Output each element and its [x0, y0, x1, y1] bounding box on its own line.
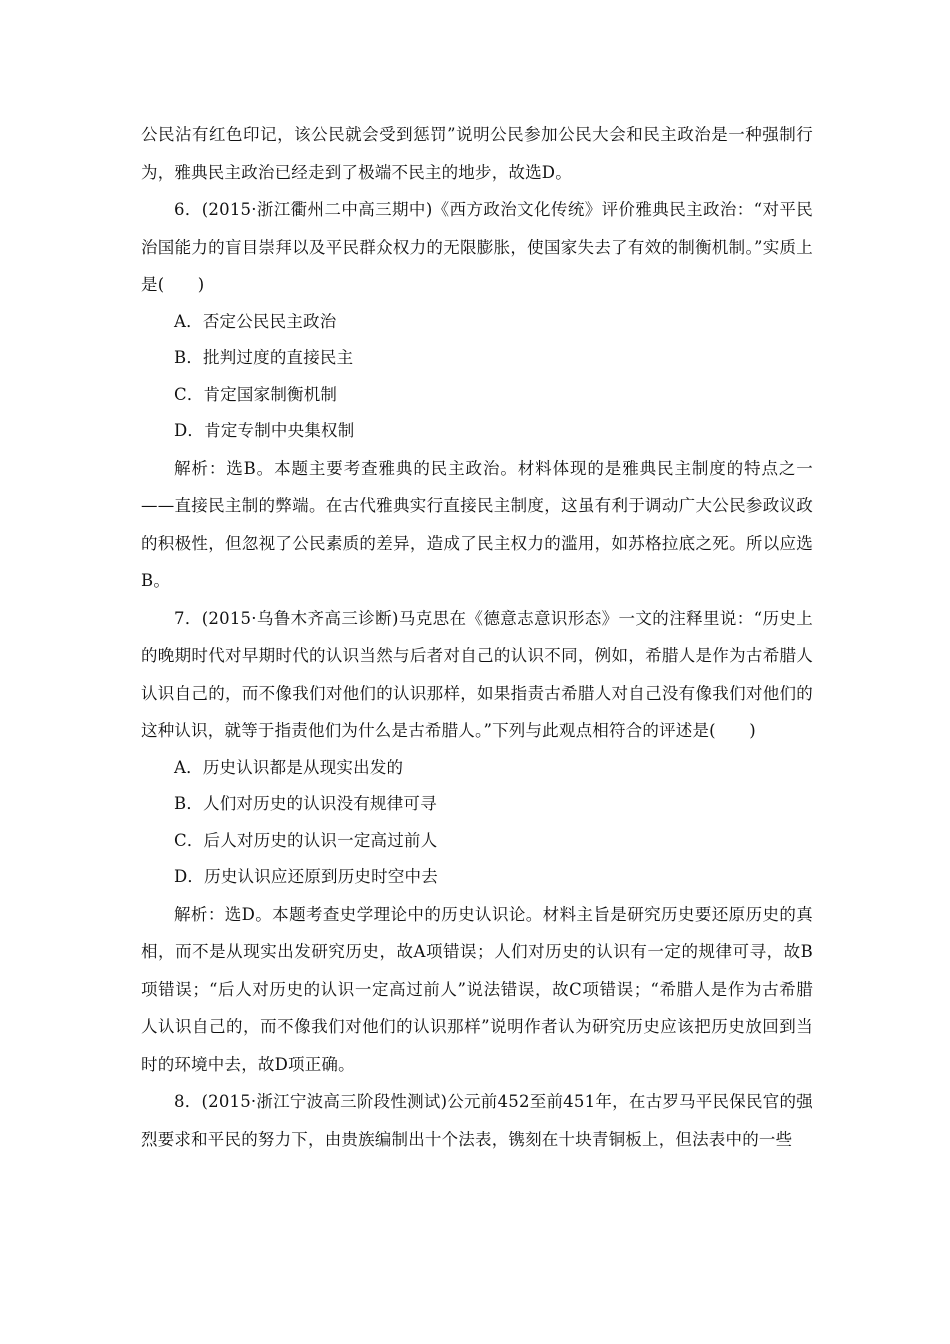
question-6-option-a: A．否定公民民主政治: [174, 311, 337, 331]
question-7-option-d: D．历史认识应还原到历史时空中去: [174, 867, 438, 886]
previous-analysis-continuation: 公民沾有红色印记，该公民就会受到惩罚”说明公民参加公民大会和民主政治是一种强制行为，雅典民主政治已经走到了极端不民主的地步，故选D。: [141, 125, 813, 182]
question-6-stem: 6．(2015·浙江衢州二中高三期中)《西方政治文化传统》评价雅典民主政治：“对平民治国能力的盲目崇拜以及平民群众权力的无限膨胀，使国家失去了有效的制衡机制。”实质上是( ): [141, 200, 813, 294]
question-7-option-a: A．历史认识都是从现实出发的: [174, 757, 404, 777]
question-6: [141, 191, 813, 600]
question-7-stem: 7．(2015·乌鲁木齐高三诊断)马克思在《德意志意识形态》一文的注释里说：“历史上的晚期时代对早期时代的认识当然与后者对自己的认识不同，例如，希腊人是作为古希腊人认识自己的，而不像我们对他们的认识那样，如果指责古希腊人对自己没有像我们对他们的这种认识，就等于指责他们为什么是古希腊人。”下列与此观点相符合的评述是( ): [141, 608, 813, 740]
document-page: [141, 116, 813, 1158]
question-6-option-b: B．批判过度的直接民主: [174, 348, 354, 367]
question-7-option-c: C．后人对历史的认识一定高过前人: [174, 830, 438, 850]
question-8: [141, 1083, 813, 1158]
question-8-stem: 8．(2015·浙江宁波高三阶段性测试)公元前452至前451年，在古罗马平民保民官的强烈要求和平民的努力下，由贵族编制出十个法表，镌刻在十块青铜板上，但法表中的一些: [141, 1092, 813, 1149]
question-6-option-d: D．肯定专制中央集权制: [174, 421, 355, 440]
question-7-analysis: 解析：选D。本题考查史学理论中的历史认识论。材料主旨是研究历史要还原历史的真相，而不是从现实出发研究历史，故A项错误；人们对历史的认识有一定的规律可寻，故B项错误；“后人对历史的认识一定高过前人”说法错误，故C项错误；“希腊人是作为古希腊人认识自己的，而不像我们对他们的认识那样”说明作者认为研究历史应该把历史放回到当时的环境中去，故D项正确。: [141, 904, 813, 1074]
question-6-analysis: 解析：选B。本题主要考查雅典的民主政治。材料体现的是雅典民主制度的特点之一——直接民主制的弊端。在古代雅典实行直接民主制度，这虽有利于调动广大公民参政议政的积极性，但忽视了公民素质的差异，造成了民主权力的滥用，如苏格拉底之死。所以应选B。: [141, 458, 813, 590]
question-7: [141, 600, 813, 1084]
question-6-option-c: C．肯定国家制衡机制: [174, 384, 338, 404]
question-7-option-b: B．人们对历史的认识没有规律可寻: [174, 794, 437, 813]
